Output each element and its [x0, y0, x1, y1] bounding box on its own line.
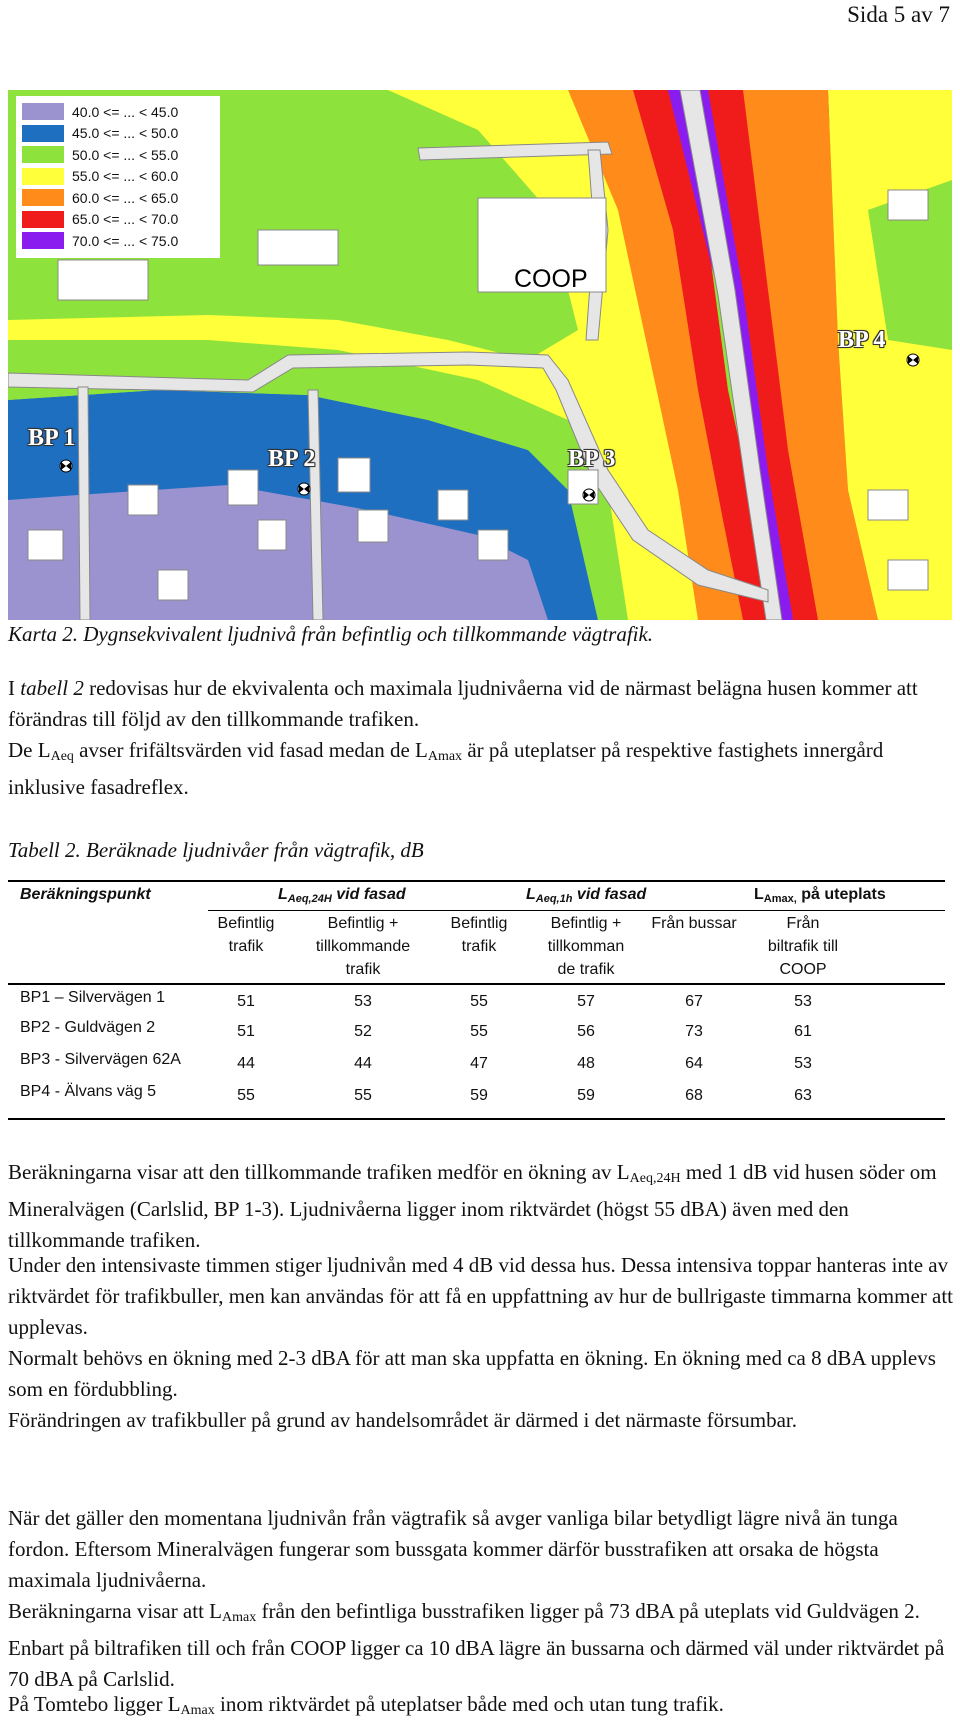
column-subheader: Befintlig — [450, 915, 508, 932]
results-paragraph-1 — [8, 1157, 953, 1256]
table-cell: 55 — [354, 1087, 372, 1104]
legend-label: 60.0 <= ... < 65.0 — [72, 189, 179, 206]
table-cell: 55 — [237, 1087, 255, 1104]
table-cell: 51 — [237, 993, 255, 1010]
legend-label: 40.0 <= ... < 45.0 — [72, 103, 179, 120]
legend-label: 45.0 <= ... < 50.0 — [72, 125, 179, 142]
table-caption: Tabell 2. Beräknade ljudnivåer från vägtrafik, dB — [8, 838, 424, 862]
table-cell: 64 — [685, 1055, 703, 1072]
row-name: BP4 - Älvans väg 5 — [20, 1083, 157, 1100]
column-subheader: Befintlig + — [550, 915, 622, 932]
header-laeq1h — [526, 886, 646, 905]
bp2-marker-icon — [297, 482, 311, 496]
table-cell: 68 — [685, 1087, 703, 1104]
legend-item — [22, 123, 214, 145]
intro-text: är på uteplatser på respektive fastighets innergård inklusive fasadreflex. — [8, 738, 884, 799]
legend-swatch — [22, 189, 64, 206]
table-cell: 59 — [470, 1087, 488, 1104]
legend-swatch — [22, 168, 64, 185]
lmax-paragraph-1: När det gäller den momentana ljudnivån från vägtrafik så avger vanliga bilar betydligt lägre nivå än tunga fordon. Eftersom Mineralvägen fungerar som bussgata kommer därför busstrafiken att orsaka de högsta maximala ljudnivåerna. — [8, 1506, 898, 1592]
column-subheader: tillkommande — [315, 938, 411, 955]
legend-item — [22, 144, 214, 166]
table-cell: 73 — [685, 1023, 703, 1040]
building — [868, 490, 908, 520]
legend-label: 50.0 <= ... < 55.0 — [72, 146, 179, 163]
building — [128, 485, 158, 515]
results-text: med 1 dB vid husen söder om Mineralvägen (Carlslid, BP 1-3). Ljudnivåerna ligger inom riktvärdet (högst 55 dBA) även med den tillkommande trafiken. — [8, 1160, 937, 1252]
building — [358, 510, 388, 542]
column-subheader: trafik — [461, 938, 497, 955]
table-cell: 61 — [794, 1023, 812, 1040]
column-subheader: Befintlig — [217, 915, 275, 932]
column-subheader: tillkomman — [547, 938, 625, 955]
results-paragraph-4: Förändringen av trafikbuller på grund av handelsområdet är därmed i det närmaste försumbar. — [8, 1408, 797, 1432]
building — [58, 260, 148, 300]
results-paragraph-3: Normalt behövs en ökning med 2-3 dBA för att man ska uppfatta en ökning. En ökning med ca 8 dBA upplevs som en fördubbling. — [8, 1346, 936, 1401]
lmax-text: Beräkningarna visar att L — [8, 1599, 222, 1623]
column-subheader: Från bussar — [651, 915, 737, 932]
bp1-label: BP 1 — [28, 425, 76, 451]
table-cell: 47 — [470, 1055, 488, 1072]
building — [478, 530, 508, 560]
legend-item — [22, 101, 214, 123]
table-cell: 67 — [685, 993, 703, 1010]
row-name: BP1 – Silvervägen 1 — [20, 989, 165, 1006]
bp1-marker-icon — [59, 459, 73, 473]
legend-swatch — [22, 103, 64, 120]
subscript: Amax, — [763, 893, 797, 905]
lmax-paragraph-2 — [8, 1596, 953, 1695]
map-caption: Karta 2. Dygnsekvivalent ljudnivå från befintlig och tillkommande vägtrafik. — [8, 622, 654, 646]
column-subheader: Från — [786, 915, 820, 932]
legend-swatch — [22, 211, 64, 228]
legend-item — [22, 166, 214, 188]
intro-paragraph-2 — [8, 735, 953, 803]
header-laeq24h — [278, 886, 406, 905]
legend-label: 65.0 <= ... < 70.0 — [72, 211, 179, 228]
intro-text: I — [8, 676, 21, 700]
building — [228, 470, 258, 505]
subscript: Aeq,24H — [629, 1171, 681, 1186]
building — [888, 560, 928, 590]
legend-swatch — [22, 125, 64, 142]
intro-text: redovisas hur de ekvivalenta och maximala ljudnivåerna vid de närmast belägna husen kommer att förändras till följd av den tillkommande trafiken. — [8, 676, 918, 731]
header-text: vid fasad — [331, 886, 406, 903]
header-text: L — [754, 886, 764, 903]
building — [888, 190, 928, 220]
lmax-text: På Tomtebo ligger L — [8, 1692, 181, 1716]
table-cell: 59 — [577, 1087, 595, 1104]
legend-item — [22, 187, 214, 209]
table-cell: 53 — [354, 993, 372, 1010]
subscript: Amax — [222, 1610, 257, 1625]
header-lamax — [754, 886, 886, 905]
bp3-label: BP 3 — [568, 446, 616, 472]
column-subheader: trafik — [345, 961, 381, 978]
row-name: BP2 - Guldvägen 2 — [20, 1019, 156, 1036]
building — [158, 570, 188, 600]
table-cell: 44 — [354, 1055, 372, 1072]
coop-label: COOP — [514, 265, 588, 293]
legend-swatch — [22, 146, 64, 163]
intro-text: De L — [8, 738, 51, 762]
table-cell: 56 — [577, 1023, 595, 1040]
building — [28, 530, 63, 560]
header-text: L — [526, 886, 536, 903]
subscript: Aeq — [50, 749, 74, 764]
building — [258, 520, 286, 550]
column-subheader: de trafik — [557, 961, 615, 978]
column-subheader: trafik — [228, 938, 264, 955]
road-side-1 — [78, 387, 90, 620]
bp2-label: BP 2 — [268, 446, 316, 472]
legend-swatch — [22, 232, 64, 249]
header-text: på uteplats — [796, 886, 886, 903]
table-cell: 51 — [237, 1023, 255, 1040]
legend-item — [22, 230, 214, 252]
results-text: Beräkningarna visar att den tillkommande trafiken medför en ökning av L — [8, 1160, 630, 1184]
column-subheader: biltrafik till — [767, 938, 839, 955]
bp4-label: BP 4 — [838, 327, 886, 353]
table-cell: 48 — [577, 1055, 595, 1072]
intro-paragraph-1 — [8, 673, 953, 735]
map-legend — [16, 96, 220, 258]
subscript: Amax — [427, 749, 463, 764]
intro-text: avser frifältsvärden vid fasad medan de L — [73, 738, 428, 762]
page-number: Sida 5 av 7 — [847, 2, 950, 27]
table-cell: 55 — [470, 993, 488, 1010]
subscript: Amax — [180, 1703, 215, 1718]
legend-item — [22, 209, 214, 231]
building — [258, 230, 338, 265]
row-name: BP3 - Silvervägen 62A — [20, 1051, 181, 1068]
table-cell: 55 — [470, 1023, 488, 1040]
building — [338, 458, 370, 492]
legend-label: 55.0 <= ... < 60.0 — [72, 168, 179, 185]
lmax-text: från den befintliga busstrafiken ligger på 73 dBA på uteplats vid Guldvägen 2. Enbart på biltrafiken till och från COOP ligger ca 10 dBA lägre än bussarna och därmed väl under riktvärdet på 70 dBA på Carlslid. — [8, 1599, 945, 1691]
lmax-paragraph-3 — [8, 1689, 953, 1726]
header-point: Beräkningspunkt — [20, 886, 151, 903]
bp3-marker-icon — [582, 488, 596, 502]
column-subheader: COOP — [779, 961, 827, 978]
table-cell: 53 — [794, 1055, 812, 1072]
table-cell: 63 — [794, 1087, 812, 1104]
building — [438, 490, 468, 520]
table-reference: tabell 2 — [20, 676, 84, 700]
header-text: L — [278, 886, 288, 903]
bp4-marker-icon — [906, 353, 920, 367]
legend-label: 70.0 <= ... < 75.0 — [72, 232, 179, 249]
subscript: Aeq,1h — [535, 893, 573, 905]
table-bottom-rule — [8, 1118, 945, 1120]
subscript: Aeq,24H — [287, 893, 332, 905]
results-paragraph-2: Under den intensivaste timmen stiger ljudnivån med 4 dB vid dessa hus. Dessa intensiva toppar hanteras inte av riktvärdet för trafikbuller, men kan användas för att få en uppfattning av hur de bullrigaste timmarna kommer att upplevas. — [8, 1253, 953, 1339]
table-cell: 52 — [354, 1023, 372, 1040]
header-text: vid fasad — [572, 886, 647, 903]
column-subheader: Befintlig + — [327, 915, 399, 932]
table-cell: 44 — [237, 1055, 255, 1072]
table-cell: 57 — [577, 993, 595, 1010]
table-cell: 53 — [794, 993, 812, 1010]
table-top-rule — [8, 880, 945, 882]
lmax-text: inom riktvärdet på uteplatser både med och utan tung trafik. — [214, 1692, 724, 1716]
